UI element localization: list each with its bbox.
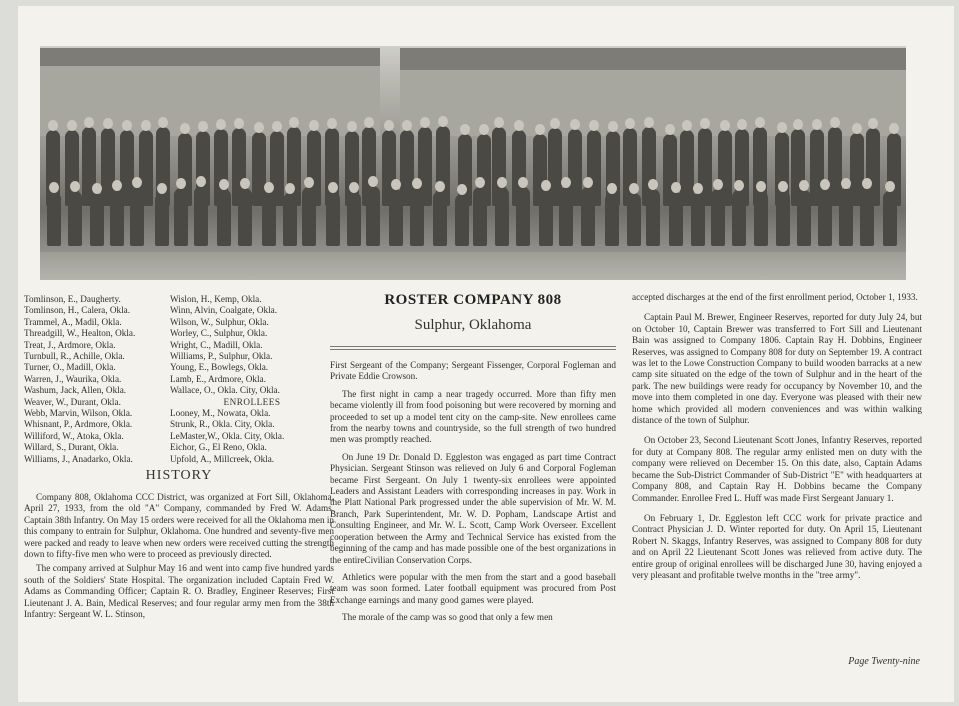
man-figure	[711, 189, 725, 246]
man-head	[180, 123, 190, 134]
roster-entry: Tomlinson, H., Calera, Okla.	[24, 305, 131, 316]
man-head	[734, 180, 744, 191]
man-head	[777, 122, 787, 133]
man-head	[49, 182, 59, 193]
man-head	[219, 179, 229, 190]
man-head	[435, 181, 445, 192]
man-figure	[797, 190, 811, 246]
middle-paragraph: Athletics were popular with the men from the start and a good baseball team was soon formed. Later football equipment was procured from Post Exchange earnings and many good games were played.	[330, 571, 616, 605]
man-figure	[410, 188, 424, 246]
man-figure	[495, 187, 509, 246]
man-head	[328, 182, 338, 193]
man-head	[347, 121, 357, 132]
man-figure	[130, 187, 144, 246]
middle-paragraph: On June 19 Dr. Donald D. Eggleston was engaged as part time Contract Physician. Sergeant Stinson was relieved on July 6 and Corporal Fogleman became First Sergeant. On July 1 twenty-six enrollees were appointed Leaders and Assistant Leaders with corresponding increases in pay. Work in the Platt National Park progressed under the able supervision of Mr. W. M. Branch, Park Superintendent, Mr. W. D. Popham, Landscape Artist and Consulting Engineer, and Mr. W. L. Scott, Camp Work Overseer. Excellent cooperation between the Army and Technical Service has existed from the beginning of the camp and has made possible one of the best organizations in the entireCivilian Conservation Corps.	[330, 451, 616, 565]
roster-entry: Winn, Alvin, Coalgate, Okla.	[170, 305, 278, 316]
roster-entry: Williams, P., Sulphur, Okla.	[170, 351, 273, 362]
man-head	[240, 178, 250, 189]
man-head	[364, 117, 374, 128]
roster-row	[24, 419, 334, 430]
roster-entry: Wright, C., Madill, Okla.	[170, 339, 263, 350]
man-figure	[581, 187, 595, 246]
roster-row	[24, 351, 334, 362]
page-subtitle: Sulphur, Oklahoma	[414, 317, 532, 333]
men-front-row	[40, 176, 906, 256]
man-head	[737, 119, 747, 130]
man-head	[304, 177, 314, 188]
roster-entry: Threadgill, W., Healton, Okla.	[24, 328, 136, 339]
ground	[40, 252, 906, 280]
man-head	[272, 121, 282, 132]
man-head	[84, 117, 94, 128]
man-head	[264, 182, 274, 193]
man-head	[402, 120, 412, 131]
roster-entry: Eichor, G., El Reno, Okla.	[170, 442, 267, 453]
roster-entry: Turnbull, R., Achille, Okla.	[24, 351, 125, 362]
man-figure	[174, 188, 188, 246]
man-head	[682, 120, 692, 131]
man-head	[254, 122, 264, 133]
man-head	[518, 177, 528, 188]
man-figure	[516, 187, 530, 246]
man-head	[756, 181, 766, 192]
roster-row	[24, 340, 334, 351]
man-head	[607, 183, 617, 194]
man-figure	[605, 193, 619, 246]
history-paragraph: Company 808, Oklahoma CCC District, was organized at Fort Sill, Oklahoma, April 27, 1933, from the old "A" Company, commanded by Fred W. Adams, Captain 38th Infantry. On May 15 orders were received for all the Oklahoma men in this company to entrain for Sulphur, Oklahoma. One hundred and seventy-five men were packed and ready to leave when new orders were received cutting the strength down to fifty-five men who were to proceed as previously directed.	[24, 492, 334, 560]
roster-entry: LeMaster,W., Okla. City, Okla.	[170, 430, 285, 441]
man-figure	[326, 192, 340, 246]
man-head	[234, 118, 244, 129]
man-figure	[90, 193, 104, 246]
man-head	[812, 119, 822, 130]
roster-entry: Trammel, A., Madil, Okla.	[24, 316, 122, 327]
roster-row	[24, 454, 334, 465]
man-head	[420, 117, 430, 128]
man-head	[755, 117, 765, 128]
man-figure	[754, 191, 768, 246]
man-head	[820, 179, 830, 190]
man-figure	[627, 193, 641, 246]
middle-paragraph: The morale of the camp was so good that only a few men	[342, 612, 553, 623]
man-figure	[217, 189, 231, 246]
man-figure	[366, 186, 380, 246]
man-head	[216, 119, 226, 130]
man-head	[132, 177, 142, 188]
roster-entry: Wislon, H., Kemp, Okla.	[170, 294, 262, 304]
roster-row	[24, 374, 334, 385]
roster-row	[24, 317, 334, 328]
man-head	[48, 120, 58, 131]
man-figure	[433, 191, 447, 246]
man-head	[852, 123, 862, 134]
man-figure	[669, 192, 683, 246]
roster-entry: Looney, M., Nowata, Okla.	[170, 408, 271, 419]
man-head	[176, 178, 186, 189]
roster-row	[24, 397, 334, 408]
right-column-text	[632, 292, 922, 590]
man-figure	[473, 187, 487, 246]
roster-list	[24, 294, 334, 465]
man-head	[497, 177, 507, 188]
man-head	[158, 117, 168, 128]
man-head	[799, 180, 809, 191]
roster-entry: Young, E., Bowlegs, Okla.	[170, 362, 269, 373]
title-rule-lower	[330, 349, 616, 350]
roster-row	[24, 442, 334, 453]
roster-row	[24, 305, 334, 316]
man-head	[349, 182, 359, 193]
roster-entry: Warren, J., Waurika, Okla.	[24, 373, 122, 384]
man-head	[561, 177, 571, 188]
man-head	[391, 179, 401, 190]
man-head	[327, 118, 337, 129]
man-head	[862, 178, 872, 189]
man-figure	[732, 190, 746, 246]
man-head	[671, 182, 681, 193]
roster-entry: Turner, O., Madill, Okla.	[24, 362, 116, 373]
roster-row	[24, 362, 334, 373]
man-head	[570, 119, 580, 130]
middle-column-text	[330, 360, 616, 630]
man-head	[693, 183, 703, 194]
right-paragraph: Captain Paul M. Brewer, Engineer Reserves, reported for duty July 24, but on October 10, Captain Brewer was transferred to Fort Sill and Lieutenant Bain was assigned to Company 1806. Captain Ray H. Dobbins, Engineer Reserves, was assigned to Company 808 for duty on September 19. A contract was let to the Lowe Construction Company to build wooden barracks at a new camp site situated on the edge of the town of Sulphur and in the heart of the park. The new buildings were ready for occupancy by November 10, and the move into them completed in one day. Everyone was pleased with their new home which provided all modern conveniences and was within walking distance of the town of Sulphur.	[632, 312, 922, 426]
man-head	[475, 177, 485, 188]
history-title: HISTORY	[145, 468, 213, 483]
man-figure	[860, 188, 874, 246]
man-figure	[110, 190, 124, 246]
man-head	[479, 124, 489, 135]
man-head	[438, 116, 448, 127]
man-head	[198, 121, 208, 132]
right-paragraph: accepted discharges at the end of the first enrollment period, October 1, 1933.	[632, 292, 918, 302]
man-figure	[776, 191, 790, 246]
man-head	[285, 183, 295, 194]
roster-entry: Whisnant, P., Ardmore, Okla.	[24, 419, 133, 430]
roster-entry: Wallace, O., Okla. City, Okla.	[170, 385, 280, 396]
roster-entry: Wilson, W., Sulphur, Okla.	[170, 316, 269, 327]
man-figure	[68, 191, 82, 246]
roster-entry: Strunk, R., Okla. City, Okla.	[170, 419, 275, 430]
man-head	[92, 183, 102, 194]
man-figure	[559, 187, 573, 246]
man-head	[589, 120, 599, 131]
roster-row	[24, 385, 334, 396]
page-title: ROSTER COMPANY 808	[384, 292, 562, 308]
man-head	[514, 120, 524, 131]
man-figure	[646, 189, 660, 246]
man-head	[368, 176, 378, 187]
man-head	[665, 124, 675, 135]
page-number: Page Twenty-nine	[848, 656, 920, 667]
man-head	[793, 119, 803, 130]
man-figure	[539, 190, 553, 246]
man-figure	[47, 192, 61, 246]
roster-row	[24, 408, 334, 419]
man-head	[196, 176, 206, 187]
man-figure	[839, 188, 853, 246]
man-head	[889, 123, 899, 134]
man-head	[309, 120, 319, 131]
roster-entry: Upfold, A., Millcreek, Okla.	[170, 453, 275, 464]
man-head	[541, 180, 551, 191]
man-head	[778, 181, 788, 192]
roster-entry: Williams, J., Anadarko, Okla.	[24, 453, 133, 464]
man-head	[122, 120, 132, 131]
man-figure	[238, 188, 252, 246]
man-head	[608, 121, 618, 132]
man-head	[830, 117, 840, 128]
man-head	[625, 118, 635, 129]
man-head	[644, 117, 654, 128]
company-group-photo	[40, 46, 906, 280]
man-head	[868, 118, 878, 129]
history-paragraph: The company arrived at Sulphur May 16 and went into camp five hundred yards south of the Soldiers' State Hospital. The organization included Captain Fred W. Adams as Commanding Officer; Captain R. O. Bradley, Engineer Reserves; First Lieutenant J. A. Bain, Medical Reserves; and four regular army men from the 38th Infantry: Sergeant W. L. Stinson,	[24, 563, 334, 620]
man-head	[103, 118, 113, 129]
man-figure	[302, 187, 316, 246]
man-head	[720, 120, 730, 131]
man-head	[583, 177, 593, 188]
man-figure	[389, 189, 403, 246]
man-head	[648, 179, 658, 190]
man-figure	[455, 194, 469, 246]
man-figure	[347, 192, 361, 246]
middle-paragraph: The first night in camp a near tragedy occurred. More than fifty men became violently ill from food poisoning but were recovered by morning and proceeded to set up a model tent city on the camp-site. New enrollees came from the nearby towns and countryside, so the full strength of two hundred men was promptly reached.	[330, 388, 616, 445]
man-head	[535, 124, 545, 135]
man-head	[460, 124, 470, 135]
man-figure	[691, 193, 705, 246]
man-head	[70, 181, 80, 192]
man-figure	[155, 193, 169, 246]
man-head	[550, 118, 560, 129]
man-head	[289, 117, 299, 128]
roster-entry: Williford, W., Atoka, Okla.	[24, 430, 124, 441]
right-paragraph: On October 23, Second Lieutenant Scott Jones, Infantry Reserves, reported for duty at Company 808. The regular army enlisted men on duty with the company were relieved on December 15. On this date, also, Captain Adams became the Sub-District Commander of Sub-District "E" with headquarters at Company 808, and Captain Ray H. Dobbins became the Company Commander. Enrollee Fred L. Huff was made First Sergeant January 1.	[632, 435, 922, 503]
man-head	[157, 183, 167, 194]
roster-entry: Willard, S., Durant, Okla.	[24, 442, 119, 453]
man-figure	[194, 186, 208, 246]
man-head	[713, 179, 723, 190]
barracks-roof-right	[400, 48, 906, 70]
man-head	[629, 183, 639, 194]
man-figure	[883, 191, 897, 246]
title-rule	[330, 346, 616, 347]
roster-entry: Weaver, W., Durant, Okla.	[24, 396, 121, 407]
man-head	[67, 120, 77, 131]
man-head	[885, 181, 895, 192]
man-head	[494, 117, 504, 128]
right-paragraph: On February 1, Dr. Eggleston left CCC work for private practice and Contract Physician J. D. Winter reported for duty. On April 15, Lieutenant Robert N. Skaggs, Infantry Reserves, was assigned to Company 808 for duty and on April 22 Lieutenant Scott Jones was relieved from active duty. The entire group of original enrollees will be discharged June 30, having enjoyed a very pleasant and profitable twelve months in the "tree army".	[632, 512, 922, 580]
roster-entry: Webb, Marvin, Wilson, Okla.	[24, 408, 133, 419]
man-figure	[262, 192, 276, 246]
roster-row	[24, 431, 334, 442]
enrollees-heading: ENROLLEES	[223, 396, 281, 407]
man-head	[112, 180, 122, 191]
middle-paragraph: First Sergeant of the Company; Sergeant Fissenger, Corporal Fogleman and Private Eddie Crowson.	[330, 360, 616, 382]
man-head	[412, 178, 422, 189]
roster-row	[24, 294, 334, 305]
barracks-roof-left	[40, 48, 380, 66]
man-figure	[818, 189, 832, 246]
man-figure	[283, 193, 297, 246]
history-text	[24, 492, 334, 623]
man-head	[457, 184, 467, 195]
roster-entry: Washum, Jack, Allen, Okla.	[24, 385, 127, 396]
man-head	[384, 120, 394, 131]
man-head	[141, 120, 151, 131]
man-head	[700, 118, 710, 129]
roster-entry: Lamb, E., Ardmore, Okla.	[170, 373, 266, 384]
man-head	[841, 178, 851, 189]
roster-row	[24, 328, 334, 339]
roster-entry: Worley, C., Sulphur, Okla.	[170, 328, 268, 339]
roster-entry: Tomlinson, E., Daugherty.	[24, 294, 121, 304]
roster-entry: Treat, J., Ardmore, Okla.	[24, 339, 116, 350]
